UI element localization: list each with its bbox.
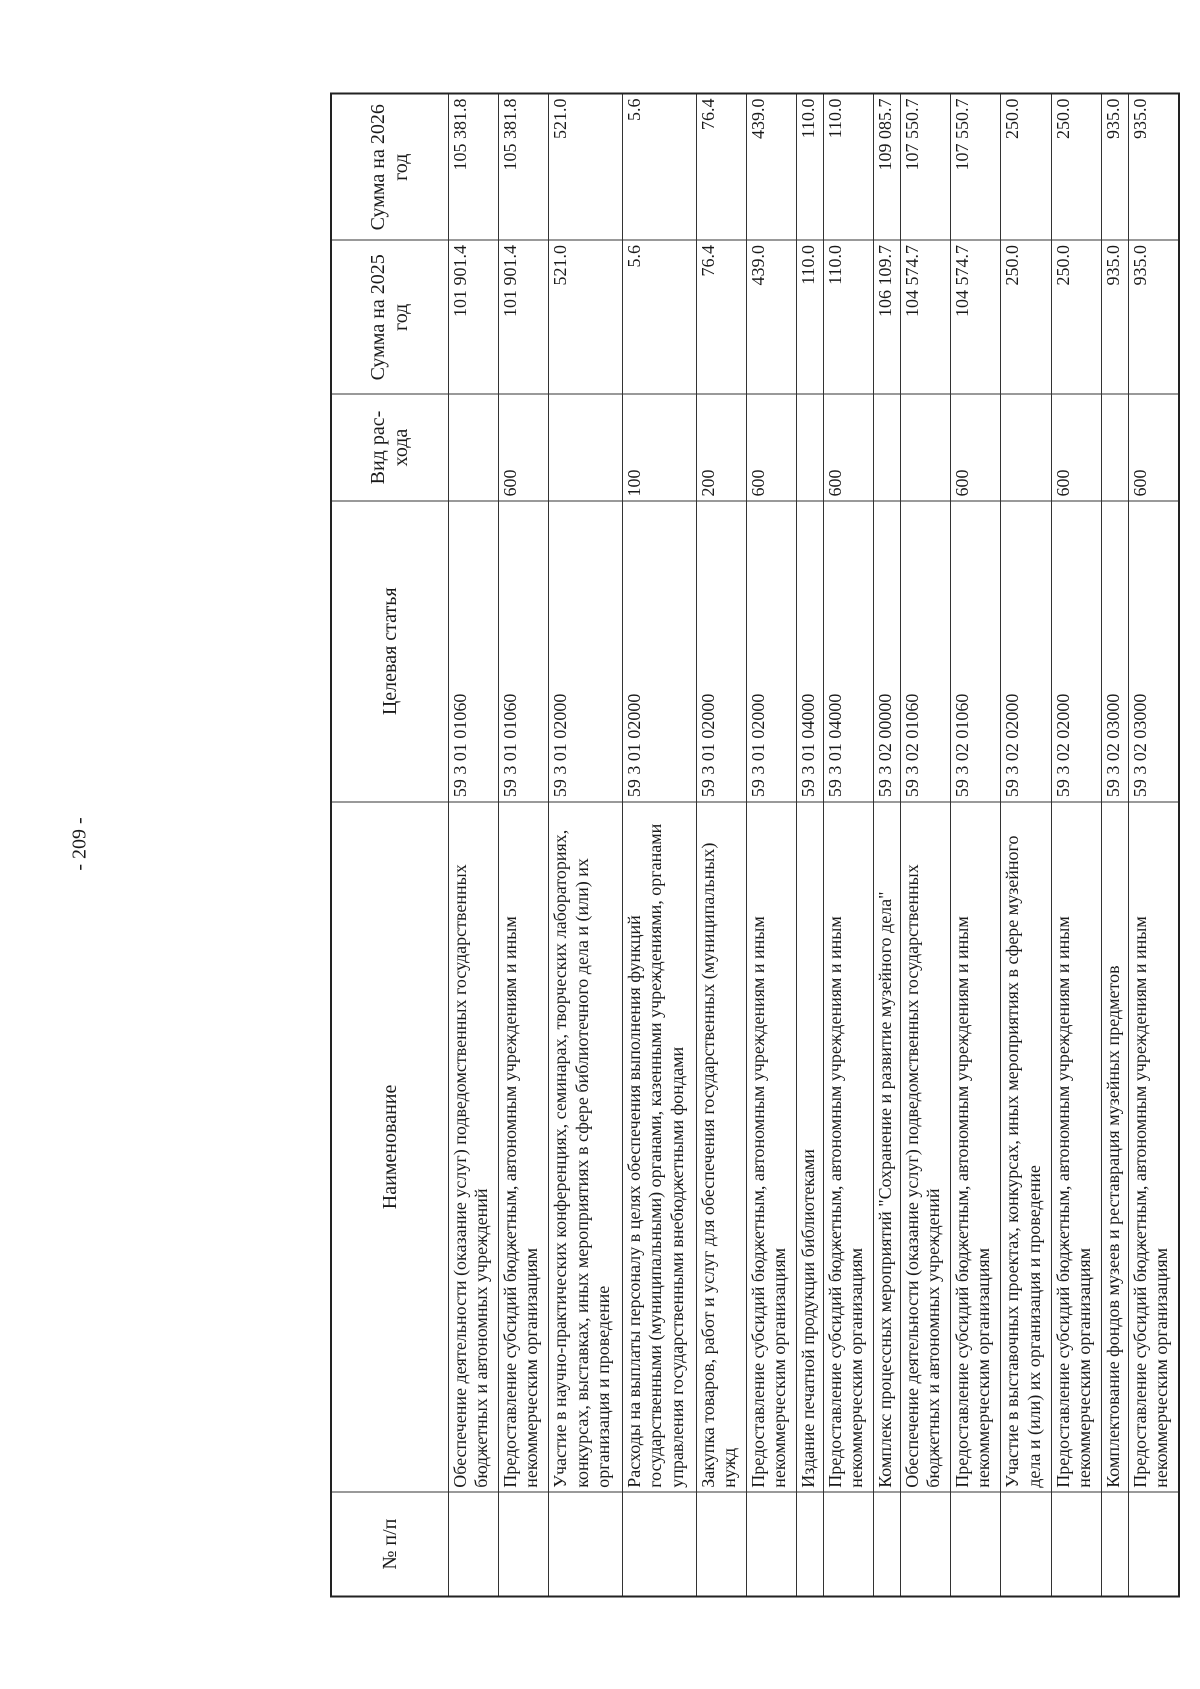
cell-sum-2026: 110.0	[823, 94, 873, 241]
table-row	[747, 94, 797, 1597]
header-name: Наименование	[331, 802, 449, 1493]
cell-article: 59 3 02 01060	[951, 501, 1001, 802]
cell-sum-2026: 5.6	[623, 94, 697, 241]
cell-name: Обеспечение деятельности (оказание услуг) подведомственных государственных бюджетных и автономных учреждений	[449, 802, 499, 1493]
header-sum-2025: Сумма на 2025 год	[331, 241, 449, 395]
cell-sum-2025: 110.0	[823, 241, 873, 395]
cell-sum-2025: 5.6	[623, 241, 697, 395]
cell-article: 59 3 02 02000	[1001, 501, 1051, 802]
cell-num	[499, 1492, 549, 1596]
cell-num	[951, 1492, 1001, 1596]
table-header	[331, 94, 449, 1597]
cell-name: Расходы на выплаты персоналу в целях обеспечения выполнения функций государственными (муниципальными) органами, казенными учреждениями, органами управления государственными внебюджетными фондами	[623, 802, 697, 1493]
cell-num	[449, 1492, 499, 1596]
cell-article: 59 3 02 03000	[1128, 501, 1179, 802]
header-type: Вид рас-хода	[331, 394, 449, 501]
cell-sum-2025: 439.0	[747, 241, 797, 395]
page-number: - 209 -	[68, 817, 91, 871]
cell-sum-2026: 935.0	[1101, 94, 1128, 241]
table-row	[549, 94, 623, 1597]
cell-type	[449, 394, 499, 501]
cell-article: 59 3 01 04000	[823, 501, 873, 802]
cell-type: 600	[823, 394, 873, 501]
cell-article: 59 3 01 02000	[747, 501, 797, 802]
cell-type	[900, 394, 950, 501]
cell-name: Предоставление субсидий бюджетным, автономным учреждениям и иным некоммерческим организациям	[951, 802, 1001, 1493]
cell-num	[1128, 1492, 1179, 1596]
table-row	[1051, 94, 1101, 1597]
table-row	[696, 94, 746, 1597]
cell-sum-2026: 250.0	[1001, 94, 1051, 241]
cell-article: 59 3 01 02000	[696, 501, 746, 802]
cell-sum-2026: 109 085.7	[874, 94, 901, 241]
table-row	[1128, 94, 1179, 1597]
cell-sum-2026: 439.0	[747, 94, 797, 241]
cell-type	[874, 394, 901, 501]
cell-article: 59 3 01 02000	[549, 501, 623, 802]
table-row	[823, 94, 873, 1597]
cell-type: 200	[696, 394, 746, 501]
header-article: Целевая статья	[331, 501, 449, 802]
budget-table	[330, 93, 1180, 1598]
cell-name: Предоставление субсидий бюджетным, автономным учреждениям и иным некоммерческим организациям	[1128, 802, 1179, 1493]
cell-sum-2026: 105 381.8	[499, 94, 549, 241]
cell-num	[1001, 1492, 1051, 1596]
cell-sum-2026: 521.0	[549, 94, 623, 241]
cell-num	[900, 1492, 950, 1596]
cell-name: Предоставление субсидий бюджетным, автономным учреждениям и иным некоммерческим организациям	[747, 802, 797, 1493]
cell-sum-2025: 521.0	[549, 241, 623, 395]
cell-sum-2025: 110.0	[797, 241, 824, 395]
cell-name: Закупка товаров, работ и услуг для обеспечения государственных (муниципальных) нужд	[696, 802, 746, 1493]
cell-num	[1051, 1492, 1101, 1596]
cell-type	[1001, 394, 1051, 501]
cell-type: 600	[747, 394, 797, 501]
cell-name: Предоставление субсидий бюджетным, автономным учреждениям и иным некоммерческим организациям	[1051, 802, 1101, 1493]
table-body	[449, 94, 1180, 1597]
cell-sum-2026: 250.0	[1051, 94, 1101, 241]
cell-article: 59 3 02 01060	[900, 501, 950, 802]
cell-type	[549, 394, 623, 501]
cell-name: Обеспечение деятельности (оказание услуг) подведомственных государственных бюджетных и автономных учреждений	[900, 802, 950, 1493]
cell-type: 600	[1128, 394, 1179, 501]
table-row	[449, 94, 499, 1597]
cell-sum-2025: 101 901.4	[499, 241, 549, 395]
cell-type: 600	[951, 394, 1001, 501]
cell-article: 59 3 02 00000	[874, 501, 901, 802]
cell-num	[797, 1492, 824, 1596]
cell-article: 59 3 02 02000	[1051, 501, 1101, 802]
cell-sum-2025: 106 109.7	[874, 241, 901, 395]
cell-sum-2026: 935.0	[1128, 94, 1179, 241]
cell-type: 600	[1051, 394, 1101, 501]
cell-sum-2025: 250.0	[1001, 241, 1051, 395]
cell-name: Предоставление субсидий бюджетным, автономным учреждениям и иным некоммерческим организациям	[499, 802, 549, 1493]
cell-num	[747, 1492, 797, 1596]
table-row	[623, 94, 697, 1597]
cell-name: Комплектование фондов музеев и реставрация музейных предметов	[1101, 802, 1128, 1493]
cell-type	[1101, 394, 1128, 501]
cell-num	[549, 1492, 623, 1596]
header-sum-2026: Сумма на 2026 год	[331, 94, 449, 241]
cell-article: 59 3 01 01060	[449, 501, 499, 802]
table-row	[951, 94, 1001, 1597]
cell-article: 59 3 02 03000	[1101, 501, 1128, 802]
table-row	[797, 94, 824, 1597]
cell-name: Издание печатной продукции библиотеками	[797, 802, 824, 1493]
table-row	[1001, 94, 1051, 1597]
cell-sum-2026: 107 550.7	[951, 94, 1001, 241]
cell-type: 600	[499, 394, 549, 501]
cell-num	[874, 1492, 901, 1596]
cell-num	[823, 1492, 873, 1596]
cell-article: 59 3 01 02000	[623, 501, 697, 802]
cell-sum-2025: 104 574.7	[951, 241, 1001, 395]
header-num: № п/п	[331, 1492, 449, 1596]
cell-sum-2025: 101 901.4	[449, 241, 499, 395]
cell-sum-2025: 250.0	[1051, 241, 1101, 395]
cell-name: Участие в выставочных проектах, конкурсах, иных мероприятиях в сфере музейного дела и (или) их организация и проведение	[1001, 802, 1051, 1493]
table-row	[874, 94, 901, 1597]
cell-article: 59 3 01 01060	[499, 501, 549, 802]
cell-sum-2025: 935.0	[1101, 241, 1128, 395]
cell-type: 100	[623, 394, 697, 501]
cell-name: Предоставление субсидий бюджетным, автономным учреждениям и иным некоммерческим организациям	[823, 802, 873, 1493]
cell-sum-2025: 104 574.7	[900, 241, 950, 395]
cell-sum-2026: 105 381.8	[449, 94, 499, 241]
table-row	[1101, 94, 1128, 1597]
cell-num	[1101, 1492, 1128, 1596]
cell-num	[623, 1492, 697, 1596]
rotated-table-wrapper	[330, 93, 1180, 1598]
cell-sum-2026: 110.0	[797, 94, 824, 241]
cell-name: Участие в научно-практических конференциях, семинарах, творческих лабораториях, конкурсах, выставках, иных мероприятиях в сфере библиотечного дела и (или) их организация и проведение	[549, 802, 623, 1493]
cell-sum-2026: 107 550.7	[900, 94, 950, 241]
cell-num	[696, 1492, 746, 1596]
cell-sum-2025: 76.4	[696, 241, 746, 395]
cell-sum-2026: 76.4	[696, 94, 746, 241]
cell-article: 59 3 01 04000	[797, 501, 824, 802]
cell-name: Комплекс процессных мероприятий "Сохранение и развитие музейного дела"	[874, 802, 901, 1493]
table-row	[499, 94, 549, 1597]
cell-type	[797, 394, 824, 501]
cell-sum-2025: 935.0	[1128, 241, 1179, 395]
table-row	[900, 94, 950, 1597]
